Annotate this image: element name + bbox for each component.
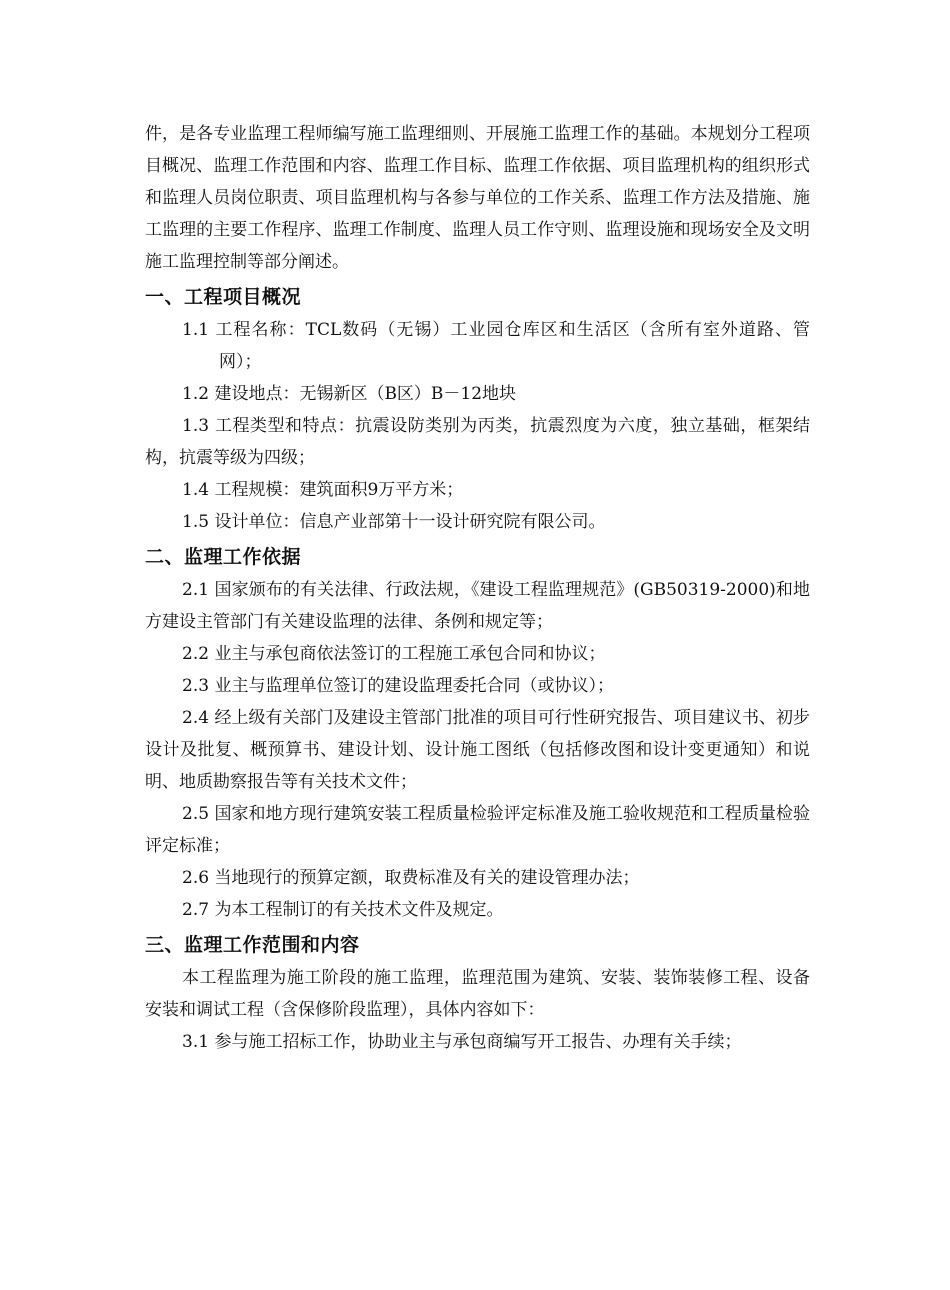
- project-type-item: 1.3 工程类型和特点：抗震设防类别为丙类，抗震烈度为六度，独立基础，框架结构，抗震等级为四级；: [145, 416, 810, 468]
- basis-item-2-6: 2.6 当地现行的预算定额，取费标准及有关的建设管理办法；: [182, 868, 640, 888]
- design-unit-item: 1.5 设计单位：信息产业部第十一设计研究院有限公司。: [182, 512, 606, 532]
- section-2-heading: 二、监理工作依据: [145, 546, 302, 568]
- basis-item-2-5: 2.5 国家和地方现行建筑安装工程质量检验评定标准及施工验收规范和工程质量检验评定标准；: [145, 804, 810, 856]
- basis-item-2-7: 2.7 为本工程制订的有关技术文件及规定。: [182, 900, 504, 920]
- section-1-heading: 一、工程项目概况: [145, 286, 302, 308]
- basis-item-2-2: 2.2 业主与承包商依法签订的工程施工承包合同和协议；: [182, 644, 606, 664]
- basis-item-2-3: 2.3 业主与监理单位签订的建设监理委托合同（或协议）；: [182, 676, 614, 696]
- section-3-heading: 三、监理工作范围和内容: [145, 934, 360, 956]
- scope-intro-paragraph: 本工程监理为施工阶段的施工监理，监理范围为建筑、安装、装饰装修工程、设备安装和调试工程（含保修阶段监理），具体内容如下：: [145, 968, 810, 1020]
- scope-item-3-1: 3.1 参与施工招标工作，协助业主与承包商编写开工报告、办理有关手续；: [182, 1032, 742, 1052]
- project-name-item: 1.1 工程名称：TCL数码（无锡）工业园仓库区和生活区（含所有室外道路、管网）；: [182, 320, 810, 372]
- document-page: [145, 118, 810, 1058]
- project-scale-item: 1.4 工程规模：建筑面积9万平方米；: [182, 480, 464, 500]
- basis-item-2-4: 2.4 经上级有关部门及建设主管部门批准的项目可行性研究报告、项目建议书、初步设计及批复、概预算书、建设计划、设计施工图纸（包括修改图和设计变更通知）和说明、地质勘察报告等有关技术文件；: [145, 708, 810, 792]
- intro-paragraph: 件，是各专业监理工程师编写施工监理细则、开展施工监理工作的基础。本规划分工程项目概况、监理工作范围和内容、监理工作目标、监理工作依据、项目监理机构的组织形式和监理人员岗位职责、项目监理机构与各参与单位的工作关系、监理工作方法及措施、施工监理的主要工作程序、监理工作制度、监理人员工作守则、监理设施和现场安全及文明施工监理控制等部分阐述。: [145, 124, 810, 272]
- basis-item-2-1: 2.1 国家颁布的有关法律、行政法规，《建设工程监理规范》(GB50319-2000)和地方建设主管部门有关建设监理的法律、条例和规定等；: [145, 580, 810, 632]
- site-location-item: 1.2 建设地点：无锡新区（B区）B－12地块: [182, 384, 517, 404]
